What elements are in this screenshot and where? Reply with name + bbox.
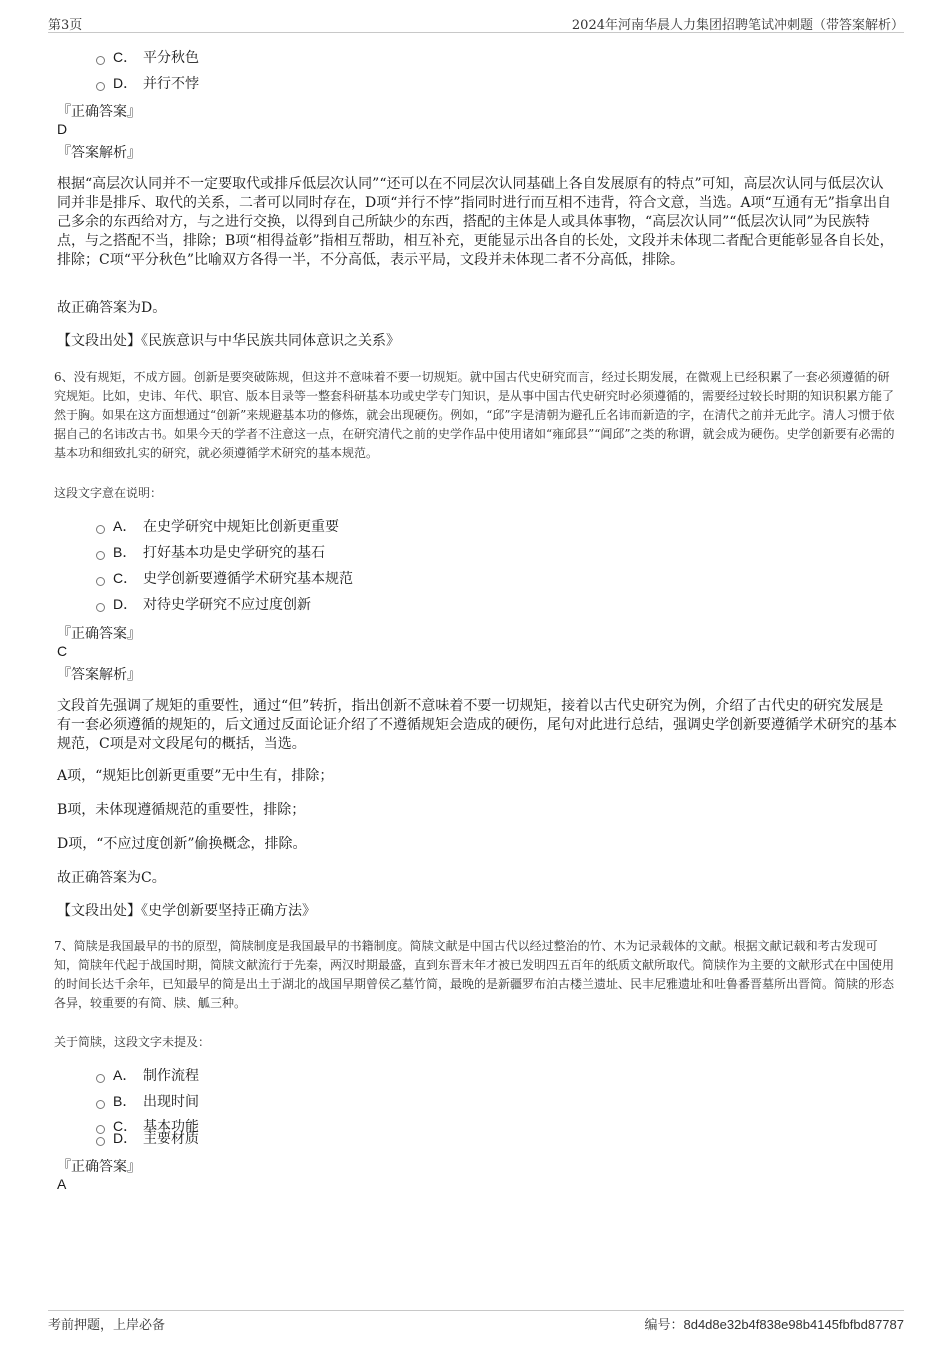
option-text: 史学创新要遵循学术研究基本规范 — [143, 571, 353, 587]
q6-source: 【文段出处】《史学创新要坚持正确方法》 — [57, 903, 316, 919]
q7-question-text: 7、简牍是我国最早的书的原型，简牍制度是我国最早的书籍制度。简牍文献是中国古代以经过整治的竹、木为记录载体的文献。根据文献记载和考古发现可知，简牍年代起于战国时期，简牍文献流行于先秦，两汉时期最盛，直到东晋末年才被已发明四五百年的纸质文献所取代。简牍作为主要的文献形式在中国使用的时间长达千余年，已知最早的简是出土于湖北的战国早期曾侯乙墓竹简，最晚的是新疆罗布泊古楼兰遗址、民丰尼雅遗址和吐鲁番晋墓所出晋简。简牍的形态各异，较重要的有简、牍、觚三种。 — [54, 939, 895, 1010]
option-text: 制作流程 — [143, 1068, 199, 1084]
radio-icon[interactable] — [96, 1100, 105, 1109]
q5-answer-label: 『正确答案』 — [57, 104, 141, 120]
option-letter: C． — [113, 49, 138, 65]
option-text: 平分秋色 — [143, 50, 199, 66]
q5-analysis-label: 『答案解析』 — [57, 145, 141, 161]
option-text: 并行不悖 — [143, 76, 199, 92]
q7-option-b[interactable] — [96, 1091, 199, 1111]
radio-icon[interactable] — [96, 1137, 105, 1146]
q6-conclusion: 故正确答案为C。 — [57, 870, 166, 886]
option-letter: C． — [113, 570, 138, 586]
option-letter: D． — [113, 75, 138, 91]
radio-icon[interactable] — [96, 82, 105, 91]
document-id-label: 编号： — [644, 1318, 684, 1333]
q6-prompt: 这段文字意在说明： — [54, 486, 163, 500]
option-letter: A． — [113, 518, 137, 534]
q6-analysis-label: 『答案解析』 — [57, 667, 141, 683]
radio-icon[interactable] — [96, 1074, 105, 1083]
q6-option-d[interactable] — [96, 594, 311, 614]
q5-option-c[interactable] — [96, 47, 199, 67]
q6-option-c[interactable] — [96, 568, 353, 588]
q7-prompt: 关于简牍，这段文字未提及： — [54, 1035, 211, 1049]
q7-answer: A — [57, 1176, 67, 1192]
page-number: 第3页 — [48, 18, 83, 33]
footer-slogan: 考前押题，上岸必备 — [48, 1318, 166, 1333]
option-text: 主要材质 — [143, 1131, 199, 1147]
option-letter: D． — [113, 596, 138, 612]
q6-option-b[interactable] — [96, 542, 325, 562]
option-letter: A． — [113, 1067, 137, 1083]
q7-option-a[interactable] — [96, 1065, 199, 1085]
option-text: 基本功能 — [143, 1119, 199, 1135]
radio-icon[interactable] — [96, 577, 105, 586]
q7-option-d[interactable] — [96, 1128, 199, 1148]
option-text: 打好基本功是史学研究的基石 — [143, 545, 325, 561]
option-letter: C． — [113, 1118, 138, 1134]
option-letter: B． — [113, 544, 137, 560]
q5-analysis: 根据“高层次认同并不一定要取代或排斥低层次认同”“还可以在不同层次认同基础上各自发展原有的特点”可知，高层次认同与低层次认同并非是排斥、取代的关系，二者可以同时存在，D项“并行不悖”指同时进行而互相不违背，符合文意，当选。A项“互通有无”指拿出自己多余的东西给对方，与之进行交换，以得到自己所缺少的东西，搭配的主体是人或具体事物，“高层次认同”“低层次认同”为民族特点，与之搭配不当，排除；B项“相得益彰”指相互帮助，相互补充，更能显示出各自的长处，文段并未体现二者配合更能彰显各自长处，排除；C项“平分秋色”比喻双方各得一半，不分高低，表示平局，文段并未体现二者不分高低，排除。 — [57, 176, 894, 268]
q5-answer: D — [57, 121, 68, 137]
document-title: 2024年河南华晨人力集团招聘笔试冲刺题（带答案解析） — [571, 18, 904, 33]
radio-icon[interactable] — [96, 525, 105, 534]
page-header — [48, 14, 904, 33]
option-text: 在史学研究中规矩比创新更重要 — [143, 519, 339, 535]
q5-option-d[interactable] — [96, 73, 199, 93]
q6-analysis-a: A项，“规矩比创新更重要”无中生有，排除； — [57, 768, 334, 784]
document-id-value: 8d4d8e32b4f838e98b4145fbfbd87787 — [683, 1317, 904, 1332]
q6-analysis-b: B项，未体现遵循规范的重要性，排除； — [57, 802, 306, 818]
option-text: 出现时间 — [143, 1094, 199, 1110]
document-id — [644, 1314, 904, 1333]
option-text: 对待史学研究不应过度创新 — [143, 597, 311, 613]
radio-icon[interactable] — [96, 551, 105, 560]
q6-option-a[interactable] — [96, 516, 339, 536]
option-letter: B． — [113, 1093, 137, 1109]
q5-conclusion: 故正确答案为D。 — [57, 300, 167, 316]
q7-answer-label: 『正确答案』 — [57, 1159, 141, 1175]
radio-icon[interactable] — [96, 56, 105, 65]
q6-question-text: 6、没有规矩，不成方圆。创新是要突破陈规，但这并不意味着不要一切规矩。就中国古代史研究而言，经过长期发展，在微观上已经积累了一套必须遵循的研究规矩。比如，史讳、年代、职官、版本目录等一整套科研基本功或史学专门知识，是从事中国古代史研究时必须遵循的，需要经过较长时期的知识积累方能了然于胸。如果在这方面想通过“创新”来规避基本功的修炼，就会出现硬伤。例如，“邱”字是清朝为避孔丘名讳而新造的字，在清代之前并无此字。清人习惯于依据自己的名讳改古书。如果今天的学者不注意这一点，在研究清代之前的史学作品中使用诸如“雍邱县”“阊邱”之类的称谓，就会成为硬伤。史学创新要有必需的基本功和细致扎实的研究，就必须遵循学术研究的基本规范。 — [54, 370, 895, 460]
page-footer — [48, 1310, 904, 1336]
q5-source: 【文段出处】《民族意识与中华民族共同体意识之关系》 — [57, 333, 400, 349]
option-letter: D． — [113, 1130, 138, 1146]
q6-analysis-d: D项，“不应过度创新”偷换概念，排除。 — [57, 836, 307, 852]
radio-icon[interactable] — [96, 603, 105, 612]
q6-answer-label: 『正确答案』 — [57, 626, 141, 642]
q6-analysis: 文段首先强调了规矩的重要性，通过“但”转折，指出创新不意味着不要一切规矩，接着以古代史研究为例，介绍了古代史的研究发展是有一套必须遵循的规矩的，后文通过反面论证介绍了不遵循规矩会造成的硬伤，尾句对此进行总结，强调史学创新要遵循学术研究的基本规范，C项是对文段尾句的概括，当选。 — [57, 698, 897, 752]
q6-answer: C — [57, 643, 68, 659]
